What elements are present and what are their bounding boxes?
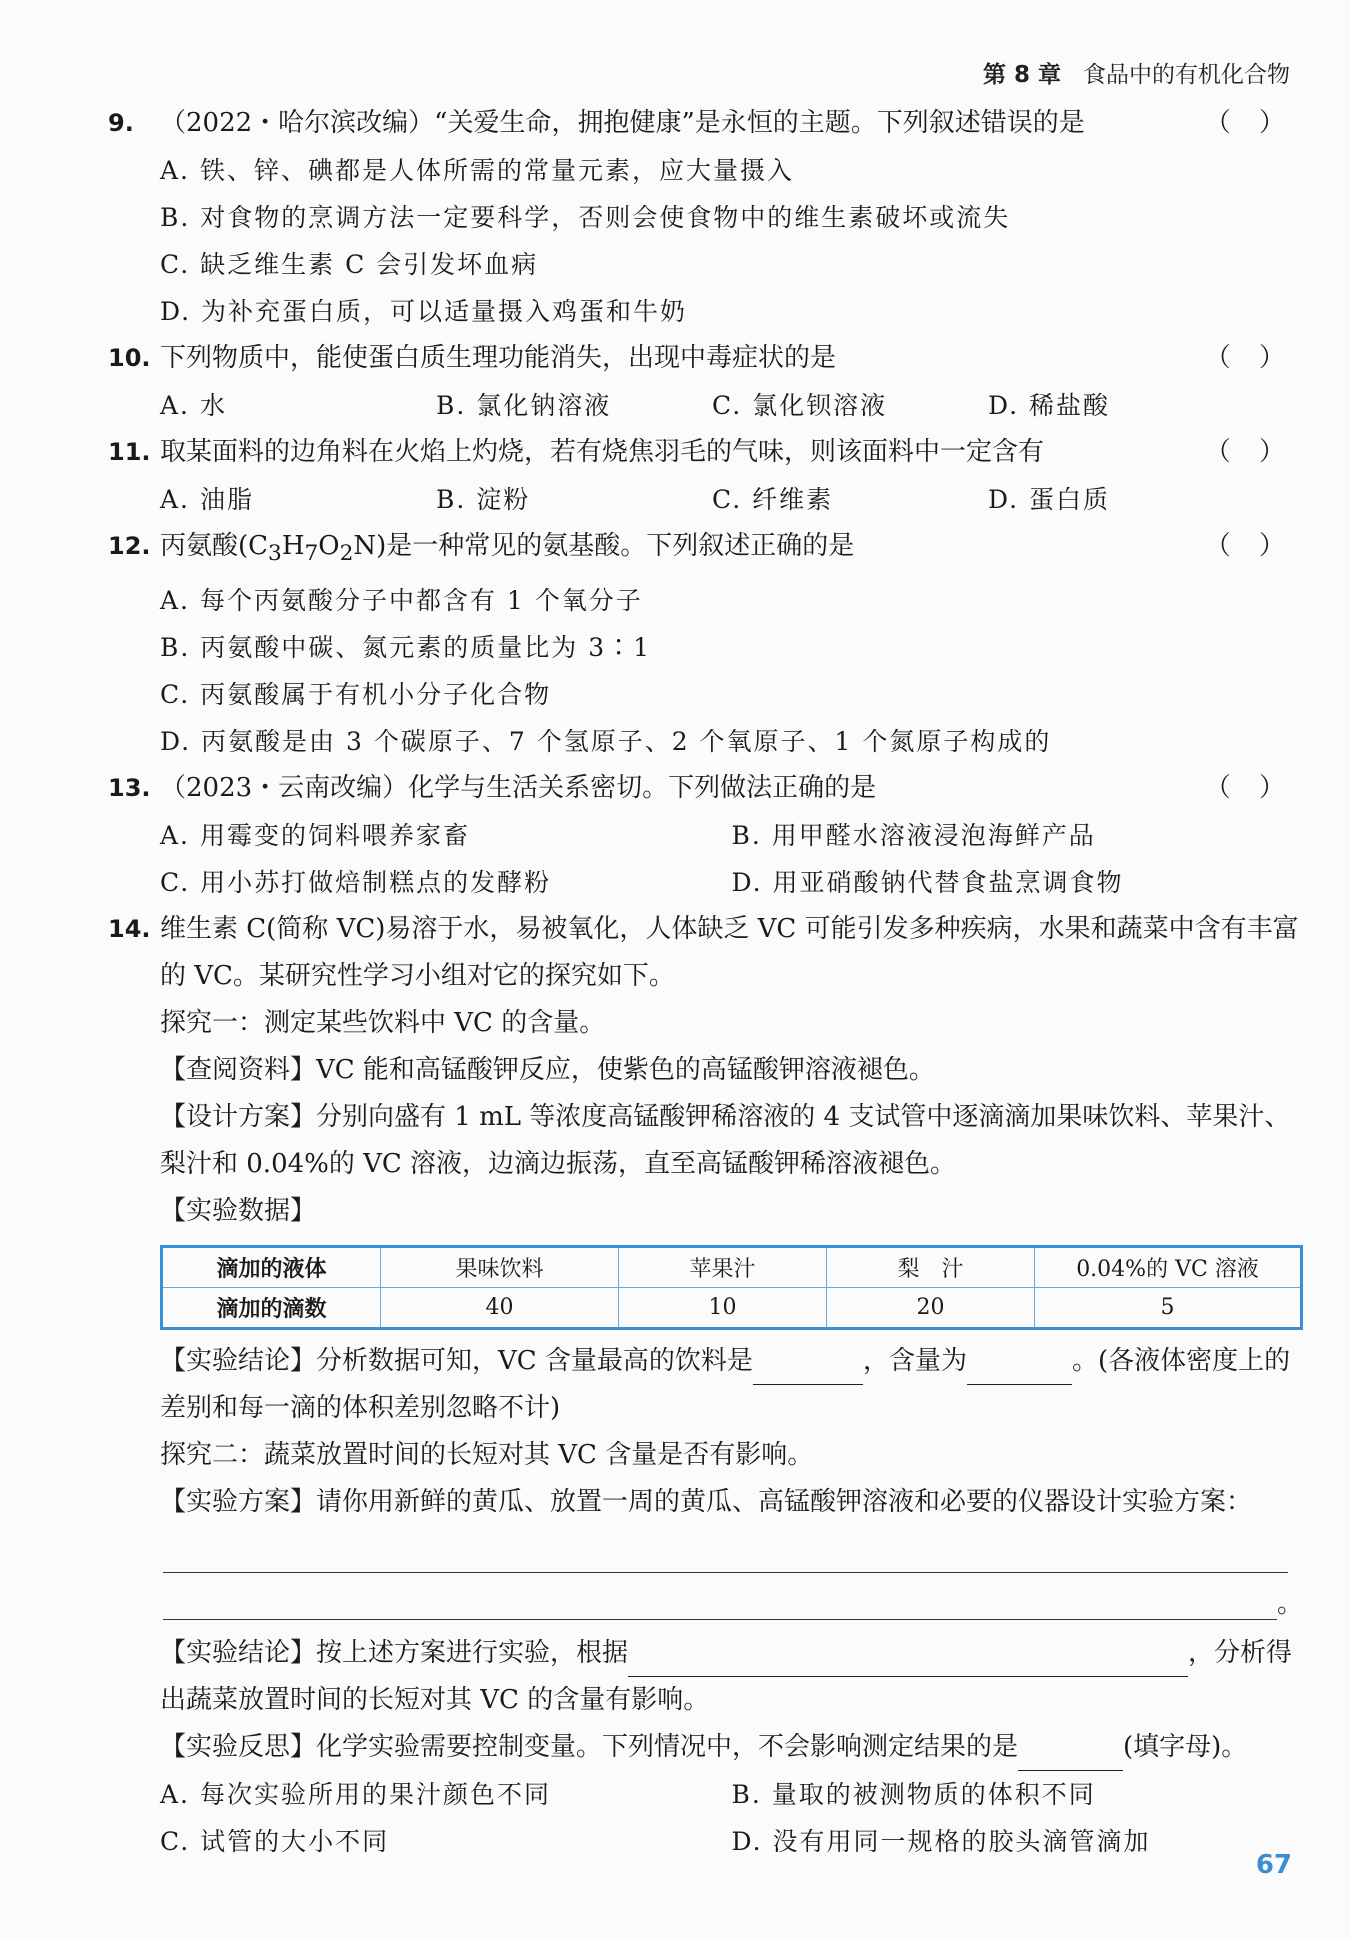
answer-line-end: 。 — [163, 1573, 1303, 1620]
question-stem: （2022・哈尔滨改编）“关爱生命，拥抱健康”是永恒的主题。下列叙述错误的是 — [160, 108, 1085, 138]
table-cell: 0.04%的 VC 溶液 — [1035, 1247, 1302, 1288]
question-stem: 维生素 C(简称 VC)易溶于水，易被氧化，人体缺乏 VC 可能引发多种疾病，水果和蔬菜中含有丰富的 VC。某研究性学习小组对它的探究如下。 — [160, 914, 1299, 992]
answer-bracket: （ ） — [1204, 773, 1295, 804]
experiment-plan: 【实验方案】请你用新鲜的黄瓜、放置一周的黄瓜、高锰酸钾溶液和必要的仪器设计实验方案： — [160, 1487, 1253, 1518]
option-d: D. 用亚硝酸钠代替食盐烹调食物 — [731, 868, 1124, 898]
chapter-title: 食品中的有机化合物 — [1083, 62, 1290, 88]
option-d: D. 为补充蛋白质，可以适量摄入鸡蛋和牛奶 — [160, 297, 688, 326]
options-row — [108, 1818, 1303, 1865]
data-table — [160, 1245, 1303, 1330]
row-header: 滴加的滴数 — [162, 1288, 381, 1329]
question-10 — [108, 335, 1303, 382]
option-d: D. 蛋白质 — [988, 485, 1111, 514]
data-label: 【实验数据】 — [160, 1196, 317, 1227]
answer-blank[interactable] — [1018, 1740, 1123, 1771]
question-stem: 丙氨酸$(C_3H_7O_2N)$是一种常见的氨基酸。下列叙述正确的是 — [160, 531, 855, 567]
option-c: C. 缺乏维生素 C 会引发坏血病 — [160, 250, 539, 279]
options-row — [108, 476, 1303, 523]
answer-line[interactable] — [163, 1526, 1288, 1573]
option-c: C. 用小苏打做焙制糕点的发酵粉 — [160, 868, 552, 898]
reference-info: 【查阅资料】VC 能和高锰酸钾反应，使紫色的高锰酸钾溶液褪色。 — [160, 1055, 935, 1086]
option-c: C. 纤维素 — [712, 485, 834, 514]
option-b: B. 丙氨酸中碳、氮元素的质量比为 3∶1 — [160, 633, 652, 663]
answer-blank[interactable] — [967, 1354, 1072, 1385]
question-number: 14. — [108, 915, 151, 944]
option-a: A. 用霉变的饲料喂养家畜 — [160, 821, 470, 851]
option-b: B. 氯化钠溶液 — [436, 391, 612, 420]
table-cell: 苹果汁 — [619, 1247, 827, 1288]
question-12 — [108, 523, 1303, 577]
option-b: B. 对食物的烹调方法一定要科学，否则会使食物中的维生素破坏或流失 — [160, 203, 1011, 232]
question-9 — [108, 100, 1303, 147]
table-cell: 10 — [619, 1288, 827, 1329]
explore-one: 探究一：测定某些饮料中 VC 的含量。 — [160, 1008, 606, 1039]
chapter-header — [983, 56, 1290, 89]
answer-line[interactable] — [163, 1573, 1277, 1620]
option-a: A. 油脂 — [160, 485, 254, 514]
option-d: D. 没有用同一规格的胶头滴管滴加 — [731, 1827, 1151, 1857]
question-11 — [108, 429, 1303, 476]
answer-blank[interactable] — [753, 1354, 863, 1385]
answer-bracket: （ ） — [1204, 343, 1295, 373]
option-b: B. 量取的被测物质的体积不同 — [731, 1780, 1096, 1810]
question-list — [108, 100, 1303, 1865]
option-a: A. 铁、锌、碘都是人体所需的常量元素，应大量摄入 — [160, 156, 794, 185]
options-row — [108, 812, 1303, 859]
conclusion-one: 【实验结论】分析数据可知，VC 含量最高的饮料是 ，含量为 。(各液体密度上的差别和每一滴的体积差别忽略不计) — [160, 1346, 1291, 1424]
table-cell: 40 — [381, 1288, 619, 1329]
question-number: 10. — [108, 344, 151, 372]
explore-two: 探究二：蔬菜放置时间的长短对其 VC 含量是否有影响。 — [160, 1440, 814, 1471]
option-a: A. 每个丙氨酸分子中都含有 1 个氧分子 — [160, 586, 643, 616]
option-d: D. 丙氨酸是由 3 个碳原子、7 个氢原子、2 个氧原子、1 个氮原子构成的 — [160, 727, 1052, 757]
question-number: 9. — [108, 109, 134, 137]
question-number: 11. — [108, 438, 151, 466]
option-c: C. 氯化钡溶液 — [712, 391, 888, 420]
options-row — [108, 859, 1303, 906]
reflection: 【实验反思】化学实验需要控制变量。下列情况中，不会影响测定结果的是 (填字母)。 — [108, 1724, 1303, 1771]
row-header: 滴加的液体 — [162, 1247, 381, 1288]
option-d: D. 稀盐酸 — [988, 391, 1111, 420]
option-b: B. 淀粉 — [436, 485, 531, 514]
conclusion-two: 【实验结论】按上述方案进行实验，根据 ，分析得出蔬菜放置时间的长短对其 VC 的含量有影响。 — [160, 1638, 1293, 1716]
question-13 — [108, 765, 1303, 812]
answer-bracket: （ ） — [1204, 531, 1295, 561]
table-row — [162, 1247, 1302, 1288]
option-a: A. 水 — [160, 391, 227, 420]
table-cell: 梨 汁 — [827, 1247, 1035, 1288]
answer-bracket: （ ） — [1204, 437, 1295, 467]
answer-blank[interactable] — [628, 1646, 1188, 1677]
design-plan: 【设计方案】分别向盛有 1 mL 等浓度高锰酸钾稀溶液的 4 支试管中逐滴滴加果味饮料、苹果汁、梨汁和 0.04%的 VC 溶液，边滴边振荡，直至高锰酸钾稀溶液褪色。 — [160, 1102, 1291, 1180]
options-row — [108, 1771, 1303, 1818]
option-c: C. 丙氨酸属于有机小分子化合物 — [160, 680, 552, 710]
table-cell: 20 — [827, 1288, 1035, 1329]
table-cell: 5 — [1035, 1288, 1302, 1329]
option-a: A. 每次实验所用的果汁颜色不同 — [160, 1780, 551, 1810]
option-c: C. 试管的大小不同 — [160, 1827, 390, 1857]
options-row — [108, 382, 1303, 429]
question-number: 13. — [108, 774, 151, 803]
page-number: 67 — [1255, 1850, 1292, 1880]
question-number: 12. — [108, 532, 151, 560]
question-14 — [108, 906, 1303, 1000]
option-b: B. 用甲醛水溶液浸泡海鲜产品 — [731, 821, 1096, 851]
question-stem: （2023・云南改编）化学与生活关系密切。下列做法正确的是 — [160, 773, 877, 804]
table-row — [162, 1288, 1302, 1329]
chapter-number: 第 8 章 — [982, 62, 1061, 88]
table-cell: 果味饮料 — [381, 1247, 619, 1288]
data-table-wrapper — [160, 1245, 1303, 1330]
question-stem: 下列物质中，能使蛋白质生理功能消失，出现中毒症状的是 — [160, 343, 837, 373]
question-stem: 取某面料的边角料在火焰上灼烧，若有烧焦羽毛的气味，则该面料中一定含有 — [160, 437, 1045, 467]
answer-bracket: （ ） — [1204, 108, 1295, 138]
